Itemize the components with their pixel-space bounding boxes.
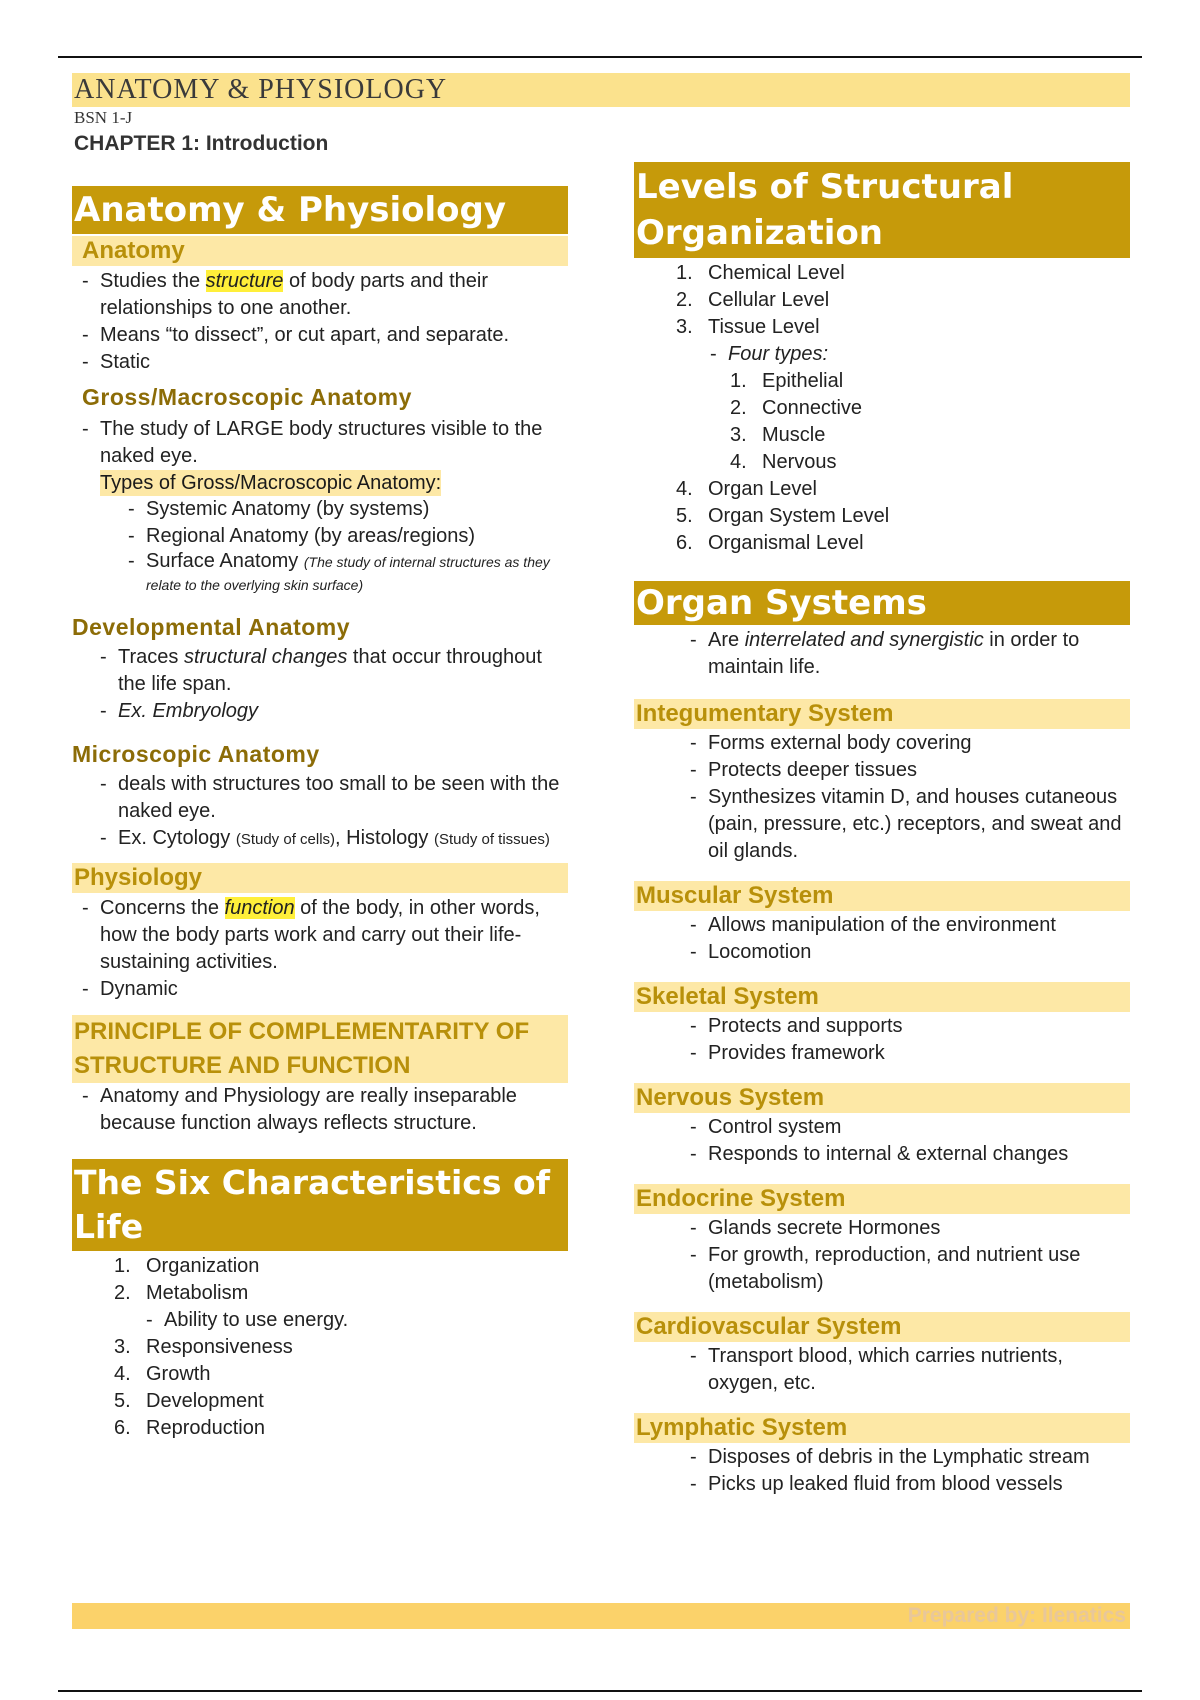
integumentary-list [708, 730, 1130, 865]
gross-types-list [146, 496, 562, 596]
levels-list-cont [676, 476, 1130, 557]
list-item: - Means “to dissect”, or cut apart, and separate. [100, 322, 568, 349]
list-item: 2. Connective [730, 397, 863, 419]
structure-highlight: structure [205, 270, 284, 292]
list-item: - Allows manipulation of the environment [708, 912, 1130, 939]
list-item: - Systemic Anatomy (by systems) [146, 496, 562, 523]
list-item: - Disposes of debris in the Lymphatic stream [708, 1444, 1130, 1471]
lymphatic-list [708, 1444, 1130, 1498]
anatomy-heading: Anatomy [72, 236, 568, 266]
list-item: - Four types: [728, 341, 1130, 368]
list-item: - Ex. Embryology [118, 698, 568, 725]
anatomy-physiology-heading: Anatomy & Physiology [72, 186, 568, 234]
list-item: - Transport blood, which carries nutrients, oxygen, etc. [708, 1343, 1130, 1397]
list-item: 4. Growth [114, 1363, 211, 1385]
levels-list [676, 260, 1130, 341]
types-label: Types of Gross/Macroscopic Anatomy: [100, 472, 442, 494]
list-item: - Regional Anatomy (by areas/regions) [146, 523, 562, 550]
list-item: 3. Tissue Level [676, 316, 820, 338]
page-title: ANATOMY & PHYSIOLOGY [74, 74, 448, 105]
list-item: - Picks up leaked fluid from blood vessels [708, 1471, 1130, 1498]
cardiovascular-heading: Cardiovascular System [634, 1312, 1130, 1342]
list-item: - Control system [708, 1114, 1130, 1141]
anatomy-list [100, 268, 568, 376]
six-characteristics-list-cont [114, 1334, 568, 1442]
developmental-list [118, 644, 568, 725]
list-item: - Responds to internal & external changes [708, 1141, 1130, 1168]
list-item: 2. Metabolism [114, 1282, 249, 1304]
class-section: BSN 1-J [74, 108, 133, 127]
list-item: - Studies the structure of body parts and their relationships to one another. [100, 268, 568, 322]
left-column [72, 186, 568, 1442]
list-item: - For growth, reproduction, and nutrient use (metabolism) [708, 1242, 1130, 1296]
endocrine-list [708, 1215, 1130, 1296]
list-item: 2. Cellular Level [676, 289, 830, 311]
skeletal-list [708, 1013, 1130, 1067]
principle-heading: PRINCIPLE OF COMPLEMENTARITY OF STRUCTURE AND FUNCTION [72, 1015, 568, 1083]
nervous-heading: Nervous System [634, 1083, 1130, 1113]
nervous-list [708, 1114, 1130, 1168]
list-item: 1. Organization [114, 1255, 260, 1277]
list-item: 5. Organ System Level [676, 505, 890, 527]
gross-anatomy-heading: Gross/Macroscopic Anatomy [82, 384, 412, 410]
right-column [634, 162, 1130, 1498]
skeletal-heading: Skeletal System [634, 982, 1130, 1012]
list-item: - deals with structures too small to be seen with the naked eye. [118, 771, 568, 825]
list-item: - Surface Anatomy (The study of internal structures as they relate to the overlying skin surface) [146, 550, 562, 596]
bottom-rule [58, 1690, 1142, 1692]
list-item: 3. Responsiveness [114, 1336, 293, 1358]
microscopic-list [118, 771, 568, 853]
list-item: - Protects and supports [708, 1013, 1130, 1040]
function-highlight: function [224, 897, 295, 919]
organ-systems-heading: Organ Systems [634, 581, 1130, 625]
tissue-types-list [730, 368, 1130, 476]
integumentary-heading: Integumentary System [634, 699, 1130, 729]
top-rule [58, 56, 1142, 58]
list-item: 5. Development [114, 1390, 264, 1412]
list-item: 4. Organ Level [676, 478, 817, 500]
cardiovascular-list [708, 1343, 1130, 1397]
list-item: - Protects deeper tissues [708, 757, 1130, 784]
list-item: - Glands secrete Hormones [708, 1215, 1130, 1242]
list-item: - Traces structural changes that occur throughout the life span. [118, 644, 568, 698]
list-item: - Ex. Cytology (Study of cells), Histology (Study of tissues) [118, 825, 568, 853]
list-item: - Static [100, 349, 568, 376]
list-item: - Forms external body covering [708, 730, 1130, 757]
gross-anatomy-list [100, 416, 568, 470]
list-item: 3. Muscle [730, 424, 826, 446]
list-item: - Are interrelated and synergistic in order to maintain life. [708, 627, 1130, 681]
list-item: - Concerns the function of the body, in other words, how the body parts work and carry out their life-sustaining activities. [100, 895, 568, 976]
list-item: 6. Organismal Level [676, 532, 864, 554]
list-item: 4. Nervous [730, 451, 837, 473]
list-item: - Ability to use energy. [164, 1307, 568, 1334]
footer-credit: Prepared by: Ilenatics [907, 1604, 1126, 1627]
endocrine-heading: Endocrine System [634, 1184, 1130, 1214]
list-item: 1. Chemical Level [676, 262, 845, 284]
microscopic-anatomy-heading: Microscopic Anatomy [72, 741, 320, 767]
lymphatic-heading: Lymphatic System [634, 1413, 1130, 1443]
list-item: - Locomotion [708, 939, 1130, 966]
six-characteristics-heading: The Six Characteristics of Life [72, 1159, 568, 1251]
list-item: - Anatomy and Physiology are really inseparable because function always reflects structure. [100, 1083, 568, 1137]
chapter-title: CHAPTER 1: Introduction [74, 132, 329, 155]
physiology-heading: Physiology [72, 863, 568, 893]
principle-list [100, 1083, 568, 1137]
developmental-anatomy-heading: Developmental Anatomy [72, 614, 351, 640]
muscular-heading: Muscular System [634, 881, 1130, 911]
muscular-list [708, 912, 1130, 966]
list-item: 6. Reproduction [114, 1417, 265, 1439]
list-item: - Synthesizes vitamin D, and houses cutaneous (pain, pressure, etc.) receptors, and sweat and oil glands. [708, 784, 1130, 865]
list-item: - Dynamic [100, 976, 568, 1003]
list-item: - The study of LARGE body structures visible to the naked eye. [100, 416, 568, 470]
physiology-list [100, 895, 568, 1003]
levels-heading: Levels of Structural Organization [634, 162, 1130, 258]
list-item: - Provides framework [708, 1040, 1130, 1067]
six-characteristics-list [114, 1253, 568, 1307]
organ-systems-list [708, 627, 1130, 681]
list-item: 1. Epithelial [730, 370, 844, 392]
tissue-sublist [728, 341, 1130, 368]
metabolism-sublist [164, 1307, 568, 1334]
